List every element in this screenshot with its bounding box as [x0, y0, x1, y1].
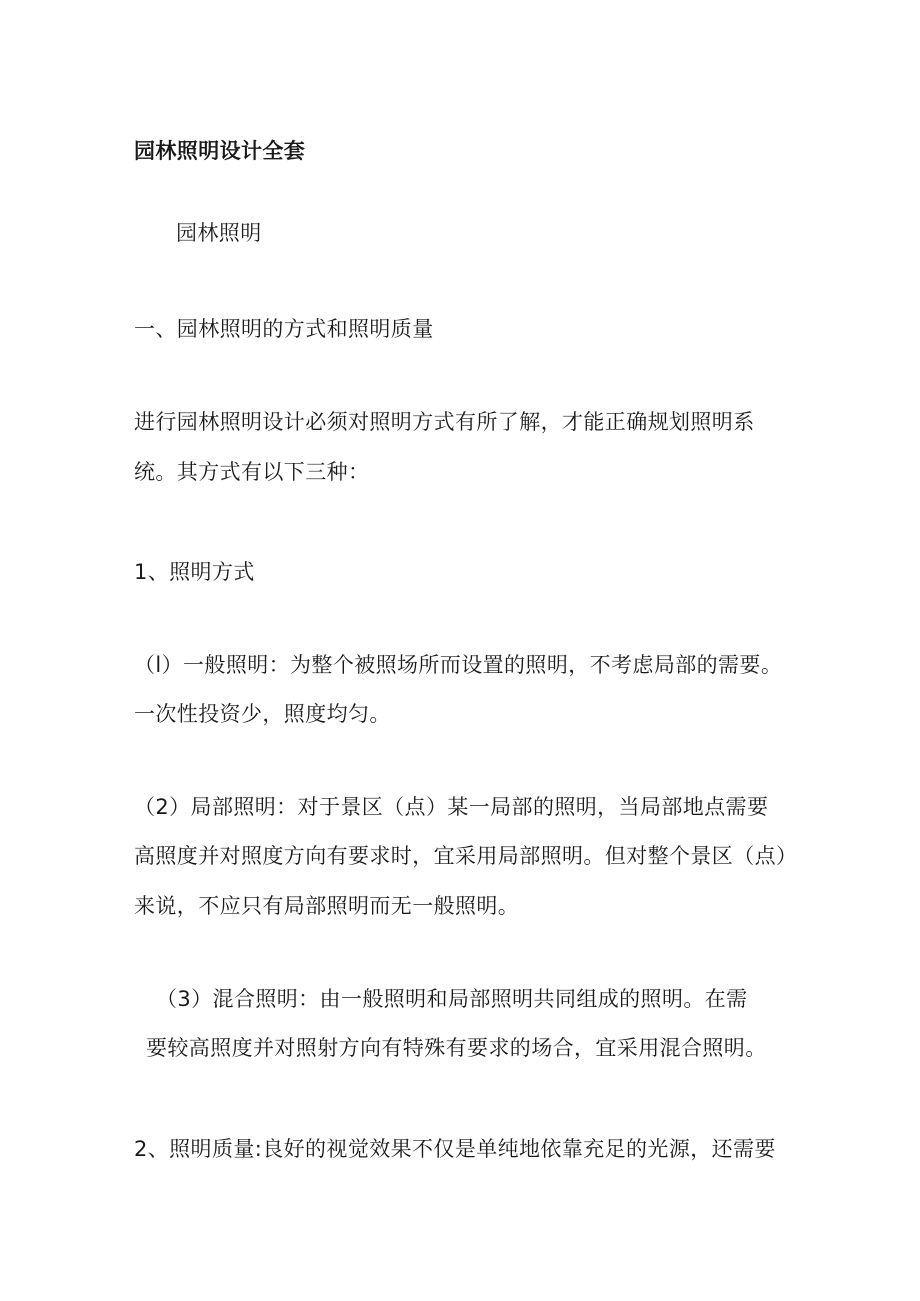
mixed-lighting-line-2: 要较高照度并对照射方向有特殊有要求的场合，宜采用混合照明。: [146, 1036, 767, 1060]
general-lighting-line-2: 一次性投资少，照度均匀。: [134, 702, 391, 726]
lighting-quality-line: 2、照明质量:良好的视觉效果不仅是单纯地依靠充足的光源，还需要: [134, 1137, 776, 1161]
local-lighting-line-1: （2）局部照明：对于景区（点）某一局部的照明，当局部地点需要: [134, 795, 769, 819]
general-lighting-line-1: （l）一般照明：为整个被照场所而设置的照明，不考虑局部的需要。: [134, 653, 783, 677]
item-heading: 1、照明方式: [134, 560, 255, 584]
document-title: 园林照明设计全套: [134, 139, 306, 163]
local-lighting-line-3: 来说，不应只有局部照明而无一般照明。: [134, 894, 520, 918]
subtitle: 园林照明: [176, 221, 262, 245]
local-lighting-line-2: 高照度并对照度方向有要求时，宜采用局部照明。但对整个景区（点）: [134, 844, 798, 868]
section-heading: 一、园林照明的方式和照明质量: [134, 317, 434, 341]
mixed-lighting-line-1: （3）混合照明：由一般照明和局部照明共同组成的照明。在需: [156, 987, 748, 1011]
intro-line-2: 统。其方式有以下三种：: [134, 460, 370, 484]
intro-line-1: 进行园林照明设计必须对照明方式有所了解，才能正确规划照明系: [134, 410, 755, 434]
